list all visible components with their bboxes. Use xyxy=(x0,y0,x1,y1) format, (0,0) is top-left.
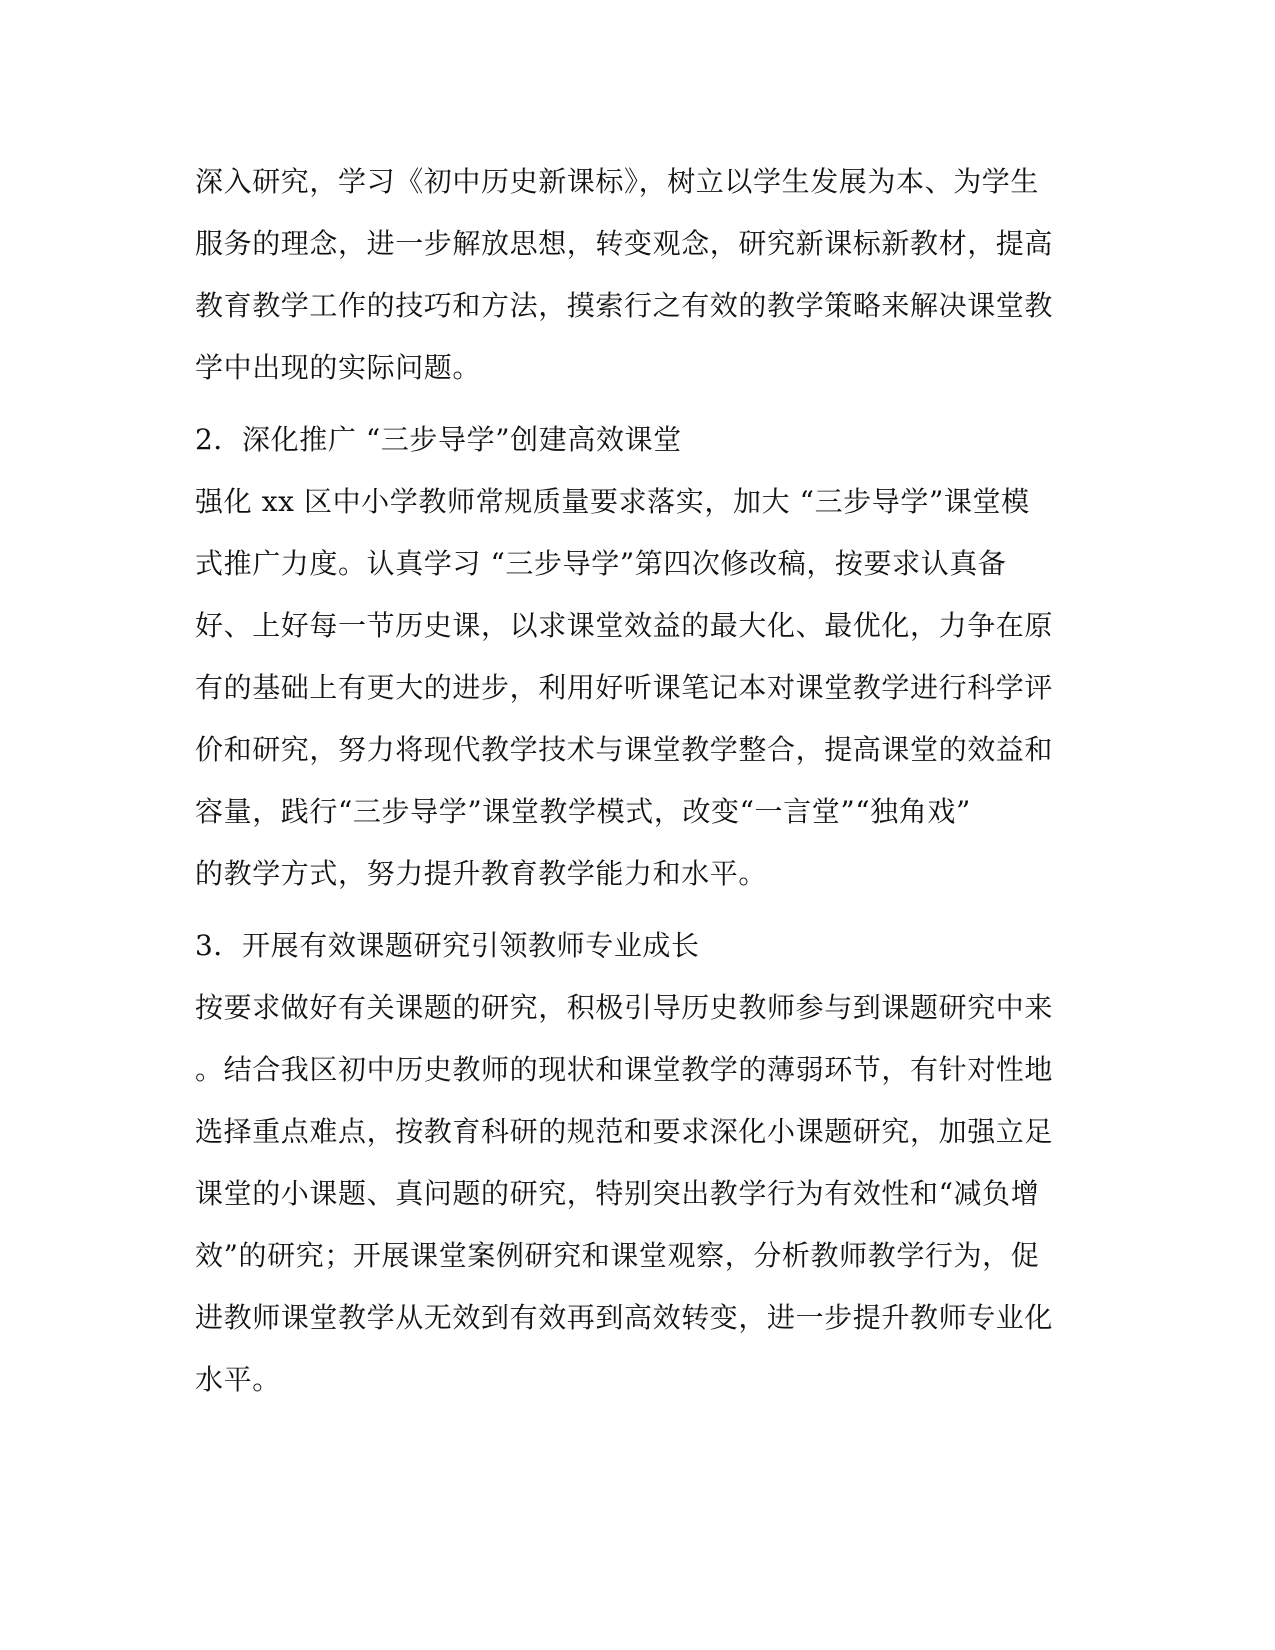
text-line: 课堂的小课题、真问题的研究，特别突出教学行为有效性和“减负增 xyxy=(195,1177,1040,1210)
text-line: 强化 xx 区中小学教师常规质量要求落实，加大 “三步导学”课堂模 xyxy=(195,485,1030,518)
text-line: 进教师课堂教学从无效到有效再到高效转变，进一步提升教师专业化 xyxy=(195,1301,1054,1334)
text-line: 学中出现的实际问题。 xyxy=(195,351,482,384)
text-line: 选择重点难点，按教育科研的规范和要求深化小课题研究，加强立足 xyxy=(195,1115,1054,1148)
text-line: 好、上好每一节历史课，以求课堂效益的最大化、最优化，力争在原 xyxy=(195,609,1054,642)
text-line: 水平。 xyxy=(195,1363,281,1396)
text-line: 有的基础上有更大的进步，利用好听课笔记本对课堂教学进行科学评 xyxy=(195,671,1054,704)
text-line: 服务的理念，进一步解放思想，转变观念，研究新课标新教材，提高 xyxy=(195,227,1054,260)
text-line: 价和研究，努力将现代教学技术与课堂教学整合，提高课堂的效益和 xyxy=(195,733,1054,766)
text-line: 的教学方式，努力提升教育教学能力和水平。 xyxy=(195,857,768,890)
text-line: 。结合我区初中历史教师的现状和课堂教学的薄弱环节，有针对性地 xyxy=(195,1053,1054,1086)
section-heading: 3．开展有效课题研究引领教师专业成长 xyxy=(195,929,700,962)
section-heading: 2．深化推广 “三步导学”创建高效课堂 xyxy=(195,423,682,456)
text-line: 深入研究，学习《初中历史新课标》，树立以学生发展为本、为学生 xyxy=(195,165,1040,198)
text-line: 按要求做好有关课题的研究，积极引导历史教师参与到课题研究中来 xyxy=(195,991,1054,1024)
text-line: 教育教学工作的技巧和方法，摸索行之有效的教学策略来解决课堂教 xyxy=(195,289,1054,322)
text-line: 式推广力度。认真学习 “三步导学”第四次修改稿，按要求认真备 xyxy=(195,547,1007,580)
text-line: 效”的研究；开展课堂案例研究和课堂观察，分析教师教学行为，促 xyxy=(195,1239,1040,1272)
text-line: 容量，践行“三步导学”课堂教学模式，改变“一言堂”“独角戏” xyxy=(195,795,971,828)
